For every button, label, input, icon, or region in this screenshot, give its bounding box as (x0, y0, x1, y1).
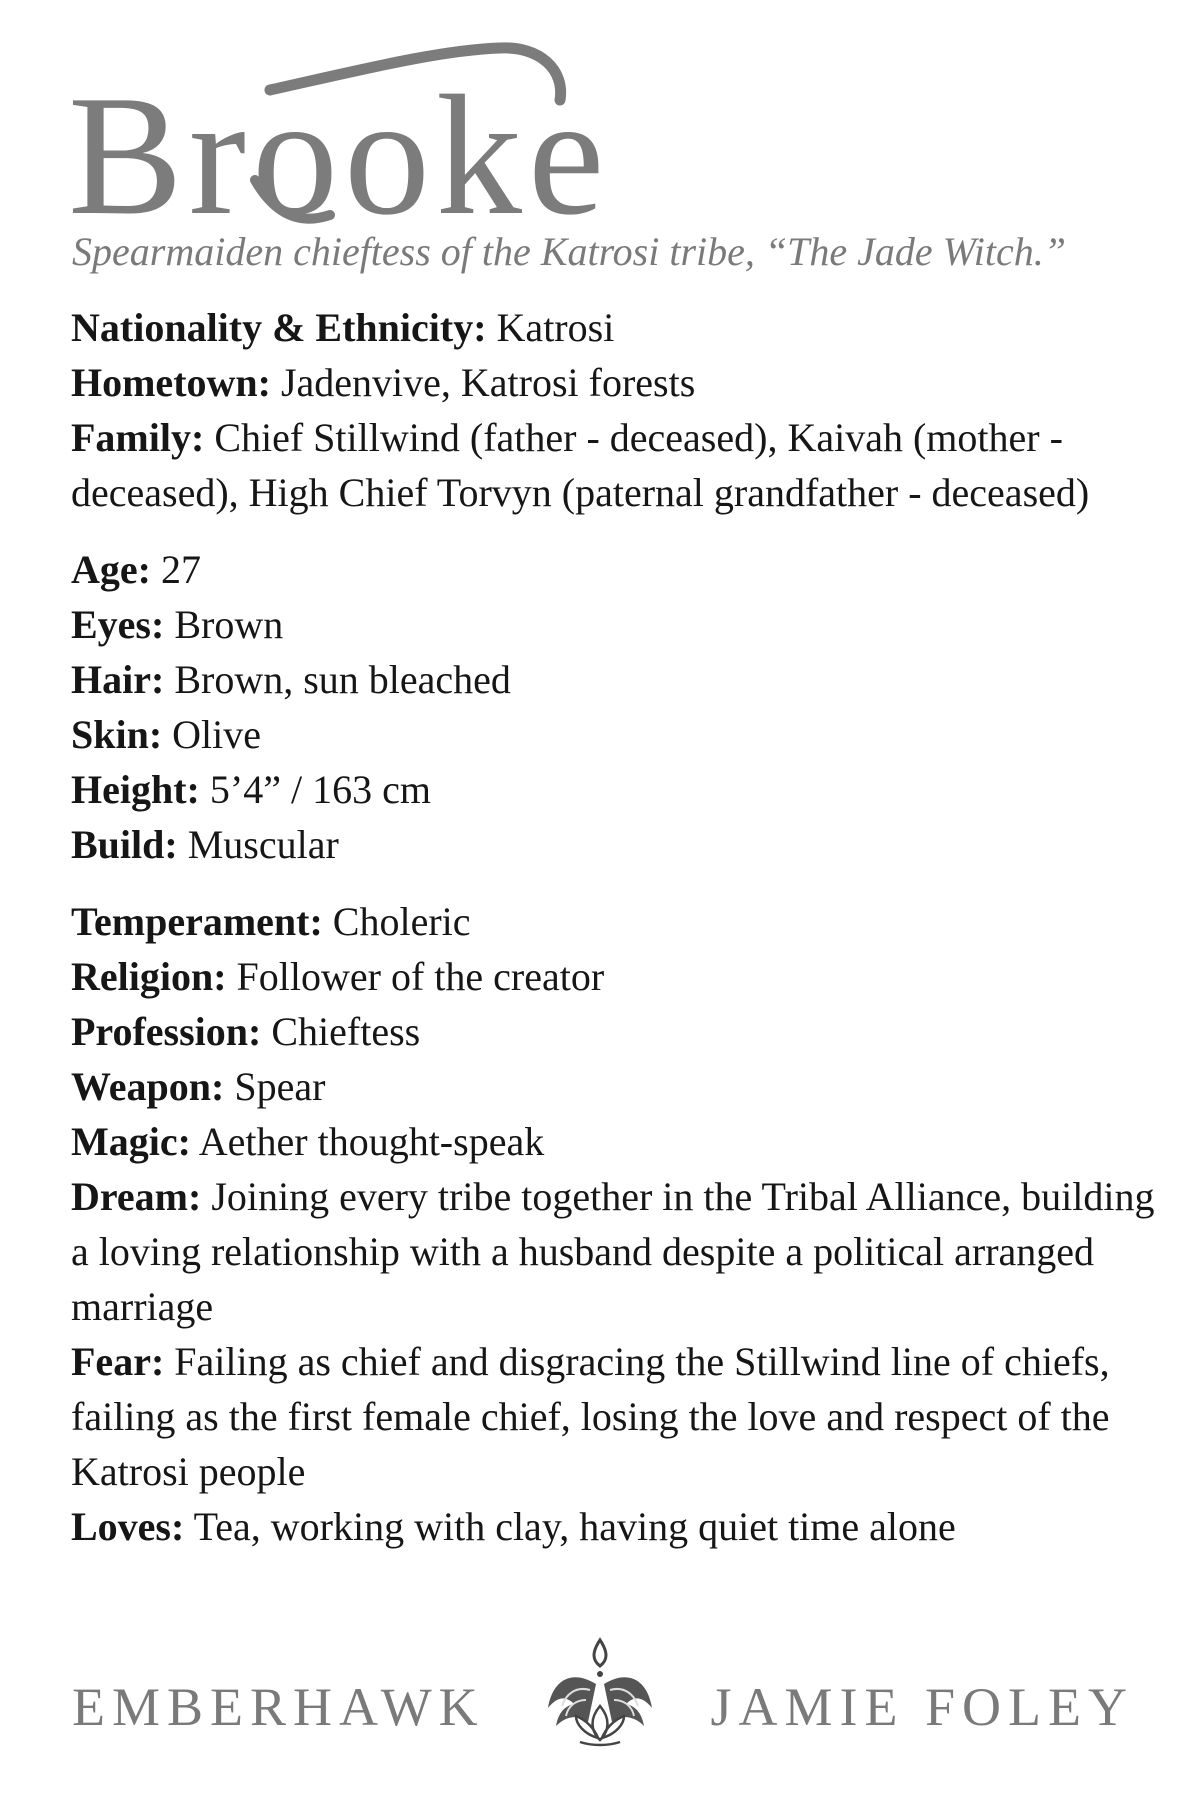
field-row (71, 817, 1161, 872)
field-group-personality (71, 894, 1161, 1554)
field-label: Temperament: (71, 899, 323, 944)
field-label: Magic: (71, 1119, 191, 1164)
field-value: Follower of the creator (236, 954, 605, 999)
field-label: Skin: (71, 712, 163, 757)
winged-lotus-logo-icon (540, 1634, 660, 1759)
field-row (71, 410, 1161, 520)
field-label: Loves: (71, 1504, 185, 1549)
field-label: Dream: (71, 1174, 202, 1219)
field-value: Chieftess (271, 1009, 421, 1054)
field-label: Weapon: (71, 1064, 225, 1109)
field-row (71, 1499, 1161, 1554)
field-label: Religion: (71, 954, 227, 999)
field-group-origin (71, 300, 1161, 520)
field-row (71, 1334, 1161, 1499)
field-value: Olive (172, 712, 262, 757)
field-value: Joining every tribe together in the Tribal Alliance, building a loving relationship with a husband despite a political arranged marriage (71, 1174, 1155, 1329)
page-title: Brooke (68, 61, 611, 251)
field-label: Hometown: (71, 360, 271, 405)
field-value: Spear (234, 1064, 326, 1109)
field-value: Brown, sun bleached (174, 657, 511, 702)
field-value: Muscular (187, 822, 339, 867)
field-value: Tea, working with clay, having quiet time alone (193, 1504, 956, 1549)
field-label: Build: (71, 822, 178, 867)
page-subtitle: Spearmaiden chieftess of the Katrosi tribe, “The Jade Witch.” (72, 229, 1066, 274)
field-value: Failing as chief and disgracing the Stillwind line of chiefs, failing as the first female chief, losing the love and respect of the Katrosi people (71, 1339, 1110, 1494)
field-label: Age: (71, 547, 151, 592)
field-value: Choleric (332, 899, 471, 944)
profile-fields (71, 300, 1161, 1576)
field-value: Katrosi (496, 305, 615, 350)
field-row (71, 1114, 1161, 1169)
field-label: Nationality & Ethnicity: (71, 305, 487, 350)
field-row (71, 707, 1161, 762)
field-label: Eyes: (71, 602, 165, 647)
field-row (71, 949, 1161, 1004)
field-row (71, 597, 1161, 652)
field-row (71, 652, 1161, 707)
field-value: 5’4” / 163 cm (209, 767, 431, 812)
field-row (71, 355, 1161, 410)
field-row (71, 300, 1161, 355)
field-row (71, 1059, 1161, 1114)
field-label: Hair: (71, 657, 165, 702)
field-row (71, 762, 1161, 817)
field-label: Height: (71, 767, 200, 812)
field-row (71, 1169, 1161, 1334)
field-label: Profession: (71, 1009, 262, 1054)
field-label: Fear: (71, 1339, 165, 1384)
field-group-appearance (71, 542, 1161, 872)
title-block (60, 30, 760, 250)
field-value: Aether thought-speak (198, 1119, 545, 1164)
author-name: JAMIE FOLEY (710, 1677, 1134, 1737)
field-value: Chief Stillwind (father - deceased), Kaivah (mother - deceased), High Chief Torvyn (paternal grandfather - deceased) (71, 415, 1090, 515)
field-row (71, 542, 1161, 597)
field-row (71, 894, 1161, 949)
field-value: 27 (160, 547, 201, 592)
footer (0, 1630, 1200, 1780)
field-value: Brown (174, 602, 284, 647)
field-row (71, 1004, 1161, 1059)
field-value: Jadenvive, Katrosi forests (280, 360, 696, 405)
publisher-name: EMBERHAWK (72, 1677, 485, 1737)
field-label: Family: (71, 415, 205, 460)
